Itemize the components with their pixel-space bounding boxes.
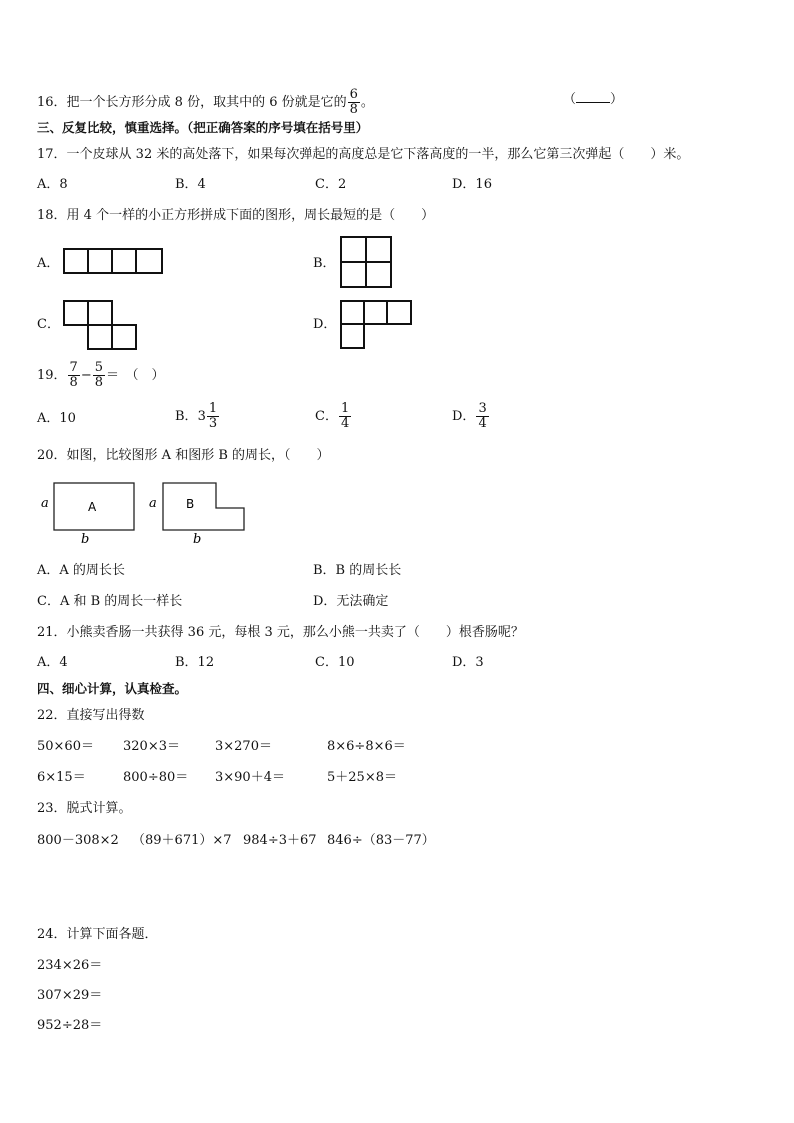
q19-option-b-whole: 3 [197,409,206,424]
q22-expr: 6×15＝ [37,770,86,785]
q21-option-b[interactable]: B．12 [175,655,215,670]
question-21: 21．小熊卖香肠一共获得 36 元，每根 3 元，那么小熊一共卖了（ ）根香肠呢？ [37,625,524,640]
q18-b-square [365,261,392,288]
q24-expr: 952÷28＝ [37,1018,103,1033]
q23-expr: 846÷（83－77） [327,833,435,848]
q23-expr: 984÷3＋67 [243,833,317,848]
section-4-title: 四、细心计算，认真检查。 [37,681,188,696]
q20-option-d[interactable]: D．无法确定 [313,594,389,609]
q19-option-c[interactable] [315,402,352,431]
q20-figure-a [41,483,134,547]
q16-paren-open: （ [563,92,577,107]
q20-figure-a-side-b: b [81,532,90,547]
q18-a-square [63,248,89,274]
q19-option-d-label: D． [452,409,476,424]
q20-figure-b-label: B [186,497,195,511]
question-22: 22．直接写出得数 [37,708,145,723]
q18-option-b-label[interactable]: B． [313,256,336,271]
q19-option-a[interactable]: A．10 [37,411,76,426]
q21-option-d[interactable]: D．3 [452,655,484,670]
question-19 [37,361,165,390]
q22-expr: 320×3＝ [123,739,180,754]
question-18: 18．用 4 个一样的小正方形拼成下面的图形，周长最短的是（ ） [37,208,435,223]
q20-figure-a-side-a: a [41,496,49,511]
q18-c-square [111,324,137,350]
q22-expr: 800÷80＝ [123,770,189,785]
q22-expr: 8×6÷8×6＝ [327,739,406,754]
q18-d-square [386,300,412,325]
q22-expr: 3×270＝ [215,739,272,754]
q18-option-c-label[interactable]: C． [37,317,60,332]
q18-d-square [340,323,365,349]
q20-figure-b [149,483,244,547]
q16-blank-line [576,90,610,103]
q18-b-square [365,236,392,263]
q23-expr: 800－308×2 [37,833,119,848]
q19-option-d[interactable] [452,402,490,431]
q17-option-a[interactable]: A．8 [37,177,68,192]
q22-expr: 50×60＝ [37,739,94,754]
question-23: 23．脱式计算。 [37,801,132,816]
q16-fraction [348,88,360,117]
section-3-title: 三、反复比较，慎重选择。（把正确答案的序号填在括号里） [37,120,369,135]
q19-option-b-fraction [207,402,219,431]
q20-option-a[interactable]: A．A 的周长长 [37,563,125,578]
q18-c-square [63,300,89,326]
q19-prefix: 19． [37,368,67,383]
q16-text: 16．把一个长方形分成 8 份，取其中的 6 份就是它的 [37,95,347,110]
q19-b-den: 3 [208,416,218,431]
q18-a-square [111,248,137,274]
q19-equals: ＝ （ ） [106,368,165,383]
q16-paren-close: ） [610,92,624,107]
q18-a-square [87,248,113,274]
q20-option-c[interactable]: C．A 和 B 的周长一样长 [37,594,183,609]
question-20: 20．如图，比较图形 A 和图形 B 的周长，（ ） [37,448,330,463]
q20-figure-b-side-b: b [193,532,202,547]
q21-option-a[interactable]: A．4 [37,655,68,670]
q19-c-num: 1 [340,401,350,416]
q21-option-c[interactable]: C．10 [315,655,355,670]
q17-option-c[interactable]: C．2 [315,177,347,192]
q18-b-square [340,261,367,288]
q19-b-num: 1 [208,401,218,416]
q16-answer-blank[interactable] [563,90,623,108]
q19-f2-num: 5 [94,360,104,375]
q19-d-num: 3 [478,401,487,416]
q19-minus: − [80,368,92,383]
q18-b-square [340,236,367,263]
q19-option-c-label: C． [315,409,338,424]
q19-fraction-1 [68,361,80,390]
q24-expr: 307×29＝ [37,988,103,1003]
q19-option-c-fraction [339,402,351,431]
q22-expr: 3×90＋4＝ [215,770,285,785]
q20-figure-a-label: A [88,500,97,514]
q19-option-b-label: B． [175,409,198,424]
q18-d-square [340,300,365,325]
q18-option-d-label[interactable]: D． [313,317,337,332]
q19-f1-den: 8 [69,375,78,390]
q19-fraction-2 [93,361,105,390]
q19-f1-num: 7 [69,360,78,375]
q17-option-b[interactable]: B．4 [175,177,206,192]
q19-c-den: 4 [340,416,350,431]
q18-c-square [87,324,113,350]
q20-figures [36,478,256,548]
q16-frac-den: 8 [349,102,358,117]
q16-frac-num: 6 [349,87,358,102]
q24-expr: 234×26＝ [37,958,103,973]
question-17: 17．一个皮球从 32 米的高处落下，如果每次弹起的高度总是它下落高度的一半，那么它第三次弹起（ ）米。 [37,147,690,162]
q22-expr: 5＋25×8＝ [327,770,397,785]
q18-c-square [87,300,113,326]
q19-option-d-fraction [476,402,488,431]
q18-d-square [363,300,388,325]
q23-expr: （89＋671）×7 [132,833,232,848]
q18-a-square [135,248,163,274]
q16-text-after: 。 [360,95,374,110]
q20-option-b[interactable]: B．B 的周长长 [313,563,402,578]
question-16 [37,88,374,117]
q17-option-d[interactable]: D．16 [452,177,492,192]
q19-option-b[interactable] [175,402,220,431]
question-24: 24．计算下面各题． [37,927,158,942]
q19-d-den: 4 [478,416,487,431]
q20-figure-b-side-a: a [149,496,157,511]
q18-option-a-label[interactable]: A． [37,256,60,271]
q19-f2-den: 8 [94,375,104,390]
